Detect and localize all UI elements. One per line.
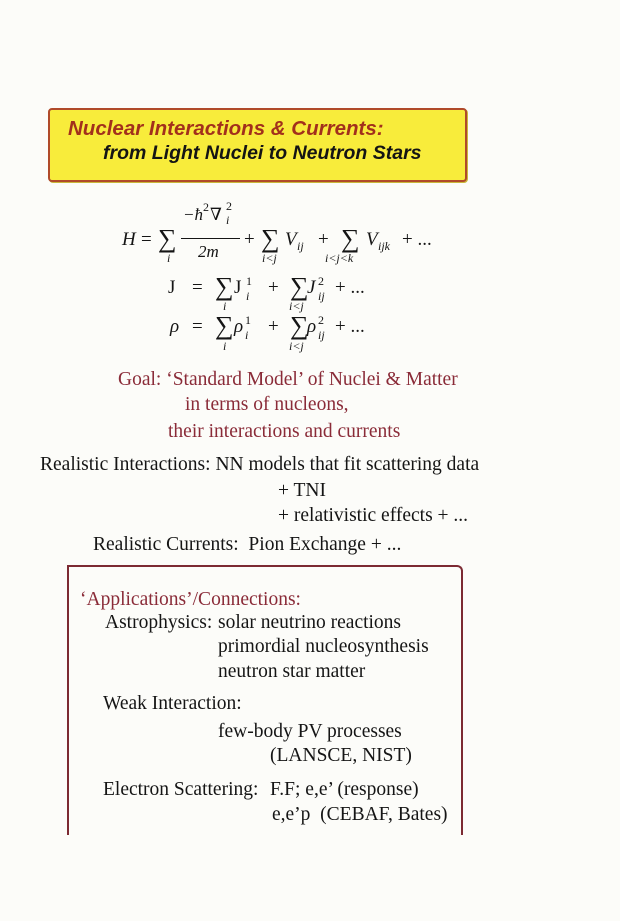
two-body-potential: V	[285, 229, 297, 250]
one-body-subscript: i	[246, 289, 250, 303]
one-body-current: J	[234, 277, 242, 298]
three-body-subscript: ijk	[378, 239, 390, 253]
one-body-superscript: 1	[246, 274, 252, 288]
currents-line: Realistic Currents: Pion Exchange + ...	[93, 534, 402, 555]
equation-tail: + ...	[402, 229, 432, 250]
two-body-superscript: 2	[318, 274, 324, 288]
weak-interaction-item: (LANSCE, NIST)	[270, 745, 412, 766]
sum-index: i<j<k	[325, 251, 354, 265]
sum-index: i<j	[289, 299, 304, 313]
sum-symbol: ∑	[215, 311, 234, 340]
two-body-subscript: ij	[318, 289, 325, 303]
equation-tail: + ...	[335, 316, 365, 337]
equals-sign: =	[192, 277, 203, 298]
equals-sign: =	[192, 316, 203, 337]
sum-symbol: ∑	[215, 272, 234, 301]
interactions-line-2: + TNI	[278, 480, 327, 501]
applications-heading: ‘Applications’/Connections:	[80, 589, 301, 610]
plus-sign: +	[244, 229, 255, 250]
electron-scattering-label: Electron Scattering:	[103, 779, 259, 800]
hamiltonian-lhs: H	[122, 229, 136, 250]
plus-sign: +	[318, 229, 329, 250]
astrophysics-item: solar neutrino reactions	[218, 612, 402, 633]
sum-index: i	[223, 299, 227, 313]
sum-symbol: ∑	[290, 272, 309, 301]
fraction-denominator: 2m	[198, 242, 219, 261]
electron-scattering-item: e,e’p (CEBAF, Bates)	[272, 804, 448, 825]
one-body-subscript: i	[245, 328, 249, 342]
two-body-subscript: ij	[297, 239, 304, 253]
nabla-index: i	[226, 213, 230, 227]
goal-line-1: Goal: ‘Standard Model’ of Nuclei & Matter	[118, 369, 458, 390]
sum-symbol: ∑	[158, 224, 177, 253]
plus-sign: +	[268, 316, 279, 337]
fraction-numerator: −ħ	[183, 205, 203, 224]
title-line-1: Nuclear Interactions & Currents:	[68, 117, 384, 140]
sum-index: i<j	[289, 339, 304, 353]
title-line-2: from Light Nuclei to Neutron Stars	[103, 142, 422, 164]
weak-interaction-item: few-body PV processes	[218, 721, 402, 742]
weak-interaction-label: Weak Interaction:	[103, 693, 242, 714]
nabla-power: 2	[226, 199, 232, 213]
equation-tail: + ...	[335, 277, 365, 298]
sum-index: i<j	[262, 251, 277, 265]
two-body-superscript: 2	[318, 313, 324, 327]
goal-line-2: in terms of nucleons,	[185, 394, 349, 415]
sum-index: i	[167, 251, 171, 265]
hbar-power: 2	[203, 200, 209, 214]
sum-index: i	[223, 339, 227, 353]
sum-symbol: ∑	[261, 224, 280, 253]
one-body-superscript: 1	[245, 313, 251, 327]
three-body-potential: V	[366, 229, 378, 250]
two-body-density: ρ	[307, 316, 317, 337]
plus-sign: +	[268, 277, 279, 298]
two-body-current: J	[307, 277, 316, 298]
astrophysics-item: primordial nucleosynthesis	[218, 636, 429, 657]
current-lhs: J	[168, 277, 176, 298]
nabla-symbol: ∇	[210, 205, 222, 224]
astrophysics-item: neutron star matter	[218, 661, 366, 682]
one-body-density: ρ	[234, 316, 244, 337]
fraction-bar	[181, 238, 240, 239]
goal-line-3: their interactions and currents	[168, 421, 401, 442]
astrophysics-label: Astrophysics:	[105, 612, 213, 633]
two-body-subscript: ij	[318, 328, 325, 342]
density-lhs: ρ	[170, 316, 180, 337]
sum-symbol: ∑	[341, 224, 360, 253]
equals-sign: =	[141, 229, 152, 250]
electron-scattering-item: F.F; e,e’ (response)	[270, 779, 419, 800]
sum-symbol: ∑	[290, 311, 309, 340]
interactions-line-3: + relativistic effects + ...	[278, 505, 469, 526]
interactions-line-1: Realistic Interactions: NN models that fit scattering data	[40, 454, 480, 475]
